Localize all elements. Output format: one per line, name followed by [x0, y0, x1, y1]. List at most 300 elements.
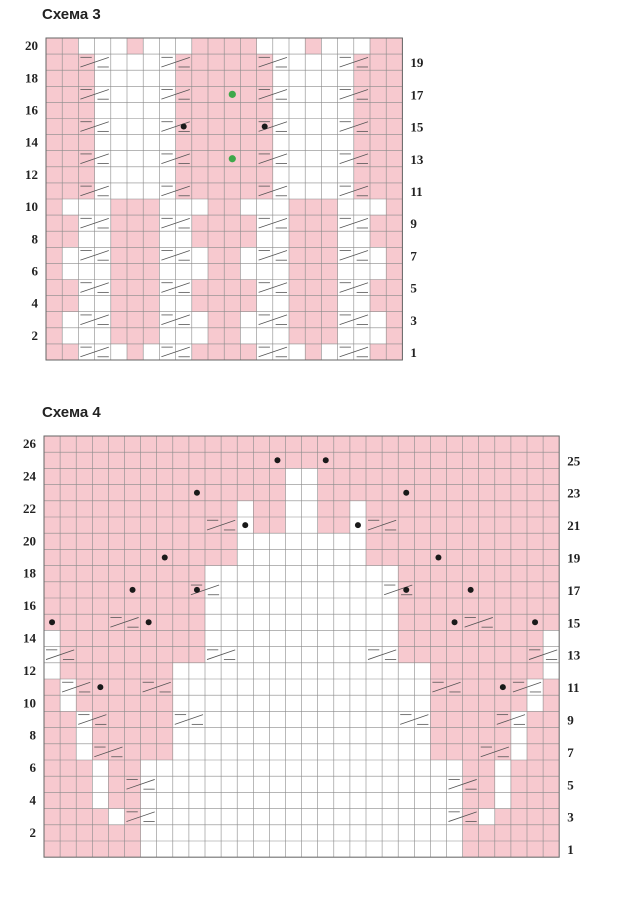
grid-cell: [92, 728, 108, 744]
grid-cell: [205, 468, 221, 484]
grid-cell: [430, 760, 446, 776]
grid-cell: [205, 436, 221, 452]
grid-cell: [44, 436, 60, 452]
grid-cell: [286, 598, 302, 614]
grid-cell: [76, 825, 92, 841]
grid-cell: [463, 647, 479, 663]
grid-cell: [318, 647, 334, 663]
grid-cell: [527, 517, 543, 533]
grid-cell: [366, 468, 382, 484]
grid-cell: [366, 679, 382, 695]
grid-cell: [221, 776, 237, 792]
row-label-left: 12: [25, 166, 38, 182]
grid-cell: [302, 549, 318, 565]
row-label-right: 13: [567, 647, 581, 663]
row-label-left: 24: [23, 468, 36, 484]
grid-cell: [253, 566, 269, 582]
grid-cell: [92, 549, 108, 565]
grid-cell: [205, 533, 221, 549]
grid-cell: [237, 647, 253, 663]
grid-cell: [430, 663, 446, 679]
grid-cell: [189, 436, 205, 452]
grid-cell: [108, 647, 124, 663]
grid-cell: [189, 663, 205, 679]
grid-cell: [253, 501, 269, 517]
grid-cell: [463, 549, 479, 565]
grid-cell: [495, 549, 511, 565]
grid-cell: [60, 630, 76, 646]
grid-cell: [398, 614, 414, 630]
row-label-right: 13: [410, 151, 424, 167]
grid-cell: [157, 533, 173, 549]
grid-cell: [318, 744, 334, 760]
grid-cell: [350, 679, 366, 695]
grid-cell: [125, 566, 141, 582]
grid-cell: [108, 841, 124, 857]
grid-cell: [350, 452, 366, 468]
grid-cell: [76, 630, 92, 646]
grid-cell: [189, 760, 205, 776]
grid-cell: [269, 582, 285, 598]
grid-cell: [447, 468, 463, 484]
grid-cell: [447, 549, 463, 565]
grid-cell: [157, 647, 173, 663]
grid-cell: [463, 452, 479, 468]
grid-cell: [60, 436, 76, 452]
grid-cell: [205, 711, 221, 727]
grid-cell: [430, 582, 446, 598]
grid-cell: [173, 614, 189, 630]
grid-cell: [366, 825, 382, 841]
grid-cell: [173, 711, 189, 727]
grid-cell: [430, 630, 446, 646]
grid-cell: [108, 630, 124, 646]
grid-cell: [92, 517, 108, 533]
grid-cell: [398, 452, 414, 468]
row-label-right: 1: [567, 842, 574, 858]
grid-cell: [527, 825, 543, 841]
grid-cell: [318, 695, 334, 711]
grid-cell: [189, 533, 205, 549]
grid-cell: [495, 485, 511, 501]
grid-cell: [286, 485, 302, 501]
row-label-right: 9: [567, 712, 574, 728]
grid-cell: [253, 598, 269, 614]
grid-cell: [141, 647, 157, 663]
grid-cell: [302, 485, 318, 501]
grid-cell: [269, 630, 285, 646]
grid-cell: [286, 760, 302, 776]
grid-cell: [398, 533, 414, 549]
grid-cell: [125, 549, 141, 565]
row-label-right: 5: [567, 777, 574, 793]
grid-cell: [398, 630, 414, 646]
grid-cell: [44, 598, 60, 614]
grid-cell: [495, 517, 511, 533]
grid-cell: [205, 549, 221, 565]
grid-cell: [60, 582, 76, 598]
grid-cell: [495, 711, 511, 727]
grid-cell: [189, 728, 205, 744]
grid-cell: [334, 841, 350, 857]
grid-cell: [92, 663, 108, 679]
grid-cell: [430, 841, 446, 857]
grid-cell: [447, 630, 463, 646]
grid-cell: [511, 695, 527, 711]
grid-cell: [253, 517, 269, 533]
grid-cell: [430, 728, 446, 744]
grid-cell: [511, 517, 527, 533]
grid-cell: [511, 728, 527, 744]
grid-cell: [302, 468, 318, 484]
grid-cell: [447, 792, 463, 808]
grid-cell: [269, 663, 285, 679]
grid-cell: [398, 744, 414, 760]
grid-cell: [237, 711, 253, 727]
grid-cell: [221, 711, 237, 727]
grid-cell: [125, 647, 141, 663]
grid-cell: [92, 533, 108, 549]
grid-cell: [141, 630, 157, 646]
grid-cell: [366, 598, 382, 614]
bead-dot: [403, 587, 409, 593]
grid-cell: [350, 825, 366, 841]
grid-cell: [543, 695, 559, 711]
grid-cell: [366, 728, 382, 744]
grid-cell: [414, 825, 430, 841]
grid-cell: [398, 436, 414, 452]
grid-cell: [60, 468, 76, 484]
grid-cell: [173, 679, 189, 695]
grid-cell: [350, 776, 366, 792]
grid-cell: [237, 825, 253, 841]
grid-cell: [221, 825, 237, 841]
grid-cell: [108, 825, 124, 841]
grid-cell: [318, 809, 334, 825]
grid-cell: [237, 663, 253, 679]
grid-cell: [302, 679, 318, 695]
grid-cell: [92, 566, 108, 582]
grid-cell: [495, 760, 511, 776]
grid-cell: [463, 695, 479, 711]
grid-cell: [382, 744, 398, 760]
bead-dot: [403, 490, 409, 496]
grid-cell: [286, 566, 302, 582]
grid-cell: [60, 760, 76, 776]
grid-cell: [76, 533, 92, 549]
grid-cell: [463, 566, 479, 582]
grid-cell: [269, 841, 285, 857]
grid-cell: [302, 695, 318, 711]
grid-cell: [463, 501, 479, 517]
grid-cell: [108, 452, 124, 468]
grid-cell: [350, 549, 366, 565]
grid-cell: [125, 517, 141, 533]
scheme-4-title: Схема 4: [42, 404, 101, 421]
grid-cell: [286, 695, 302, 711]
grid-cell: [125, 841, 141, 857]
grid-cell: [237, 744, 253, 760]
grid-cell: [334, 711, 350, 727]
grid-cell: [398, 679, 414, 695]
grid-cell: [447, 728, 463, 744]
grid-cell: [511, 533, 527, 549]
bead-dot: [500, 684, 506, 690]
grid-cell: [414, 776, 430, 792]
grid-cell: [350, 501, 366, 517]
grid-cell: [398, 695, 414, 711]
grid-cell: [495, 566, 511, 582]
grid-cell: [221, 647, 237, 663]
grid-cell: [334, 744, 350, 760]
grid-cell: [430, 517, 446, 533]
grid-cell: [221, 792, 237, 808]
grid-cell: [44, 776, 60, 792]
grid-cell: [269, 679, 285, 695]
grid-cell: [543, 614, 559, 630]
grid-cell: [141, 517, 157, 533]
grid-cell: [44, 825, 60, 841]
grid-cell: [189, 452, 205, 468]
grid-cell: [108, 485, 124, 501]
grid-cell: [205, 582, 221, 598]
grid-cell: [173, 485, 189, 501]
grid-cell: [479, 485, 495, 501]
grid-cell: [44, 841, 60, 857]
grid-cell: [269, 695, 285, 711]
grid-cell: [205, 679, 221, 695]
grid-cell: [350, 809, 366, 825]
grid-cell: [221, 760, 237, 776]
grid-cell: [205, 825, 221, 841]
grid-cell: [447, 566, 463, 582]
grid-cell: [60, 501, 76, 517]
grid-cell: [108, 598, 124, 614]
grid-cell: [221, 809, 237, 825]
grid-cell: [479, 647, 495, 663]
grid-cell: [527, 582, 543, 598]
grid-cell: [382, 630, 398, 646]
grid-cell: [495, 452, 511, 468]
grid-cell: [76, 679, 92, 695]
grid-cell: [173, 452, 189, 468]
grid-cell: [157, 760, 173, 776]
grid-cell: [382, 728, 398, 744]
grid-cell: [350, 598, 366, 614]
grid-cell: [286, 679, 302, 695]
grid-cell: [318, 792, 334, 808]
grid-cell: [205, 776, 221, 792]
grid-cell: [92, 468, 108, 484]
grid-cell: [543, 647, 559, 663]
grid-cell: [125, 533, 141, 549]
grid-cell: [173, 549, 189, 565]
grid-cell: [76, 695, 92, 711]
grid-cell: [350, 566, 366, 582]
row-label-left: 18: [23, 565, 36, 581]
grid-cell: [495, 630, 511, 646]
grid-cell: [125, 501, 141, 517]
grid-cell: [141, 679, 157, 695]
row-label-left: 22: [23, 500, 36, 516]
grid-cell: [382, 760, 398, 776]
grid-cell: [108, 760, 124, 776]
grid-cell: [511, 436, 527, 452]
grid-cell: [221, 517, 237, 533]
grid-cell: [447, 695, 463, 711]
grid-cell: [269, 744, 285, 760]
grid-cell: [334, 452, 350, 468]
grid-cell: [76, 744, 92, 760]
grid-cell: [366, 566, 382, 582]
grid-cell: [60, 598, 76, 614]
row-label-left: 10: [23, 695, 36, 711]
grid-cell: [141, 549, 157, 565]
grid-cell: [398, 549, 414, 565]
row-label-left: 14: [25, 134, 38, 150]
grid-cell: [286, 517, 302, 533]
grid-cell: [479, 744, 495, 760]
grid-cell: [318, 582, 334, 598]
grid-cell: [527, 533, 543, 549]
grid-cell: [221, 744, 237, 760]
grid-cell: [414, 468, 430, 484]
grid-cell: [60, 711, 76, 727]
grid-cell: [189, 679, 205, 695]
grid-cell: [253, 614, 269, 630]
grid-cell: [108, 728, 124, 744]
grid-cell: [318, 728, 334, 744]
grid-cell: [108, 468, 124, 484]
grid-cell: [141, 436, 157, 452]
grid-cell: [189, 792, 205, 808]
grid-cell: [511, 452, 527, 468]
scheme-4-grid: [44, 436, 559, 857]
grid-cell: [463, 776, 479, 792]
grid-cell: [479, 841, 495, 857]
grid-cell: [221, 485, 237, 501]
grid-cell: [141, 501, 157, 517]
grid-cell: [286, 809, 302, 825]
grid-cell: [125, 776, 141, 792]
grid-cell: [253, 711, 269, 727]
grid-cell: [318, 614, 334, 630]
grid-cell: [447, 582, 463, 598]
grid-cell: [269, 809, 285, 825]
grid-cell: [334, 663, 350, 679]
grid-cell: [76, 501, 92, 517]
grid-cell: [157, 825, 173, 841]
grid-cell: [430, 436, 446, 452]
grid-cell: [334, 792, 350, 808]
grid-cell: [44, 452, 60, 468]
grid-cell: [286, 744, 302, 760]
grid-cell: [141, 776, 157, 792]
grid-cell: [221, 841, 237, 857]
grid-cell: [366, 485, 382, 501]
grid-cell: [479, 468, 495, 484]
grid-cell: [382, 501, 398, 517]
grid-cell: [350, 485, 366, 501]
grid-cell: [108, 533, 124, 549]
bead-dot: [162, 555, 168, 561]
grid-cell: [141, 468, 157, 484]
grid-cell: [479, 566, 495, 582]
grid-cell: [189, 711, 205, 727]
grid-cell: [430, 776, 446, 792]
grid-cell: [173, 809, 189, 825]
grid-cell: [414, 452, 430, 468]
grid-cell: [157, 792, 173, 808]
bead-dot: [146, 619, 152, 625]
grid-cell: [221, 614, 237, 630]
grid-cell: [44, 728, 60, 744]
grid-cell: [463, 485, 479, 501]
grid-cell: [44, 533, 60, 549]
grid-cell: [60, 485, 76, 501]
grid-cell: [205, 630, 221, 646]
grid-cell: [350, 792, 366, 808]
grid-cell: [495, 728, 511, 744]
grid-cell: [173, 501, 189, 517]
grid-cell: [269, 711, 285, 727]
grid-cell: [463, 663, 479, 679]
grid-cell: [237, 776, 253, 792]
grid-cell: [414, 533, 430, 549]
grid-cell: [382, 841, 398, 857]
grid-cell: [495, 647, 511, 663]
grid-cell: [447, 452, 463, 468]
grid-cell: [511, 582, 527, 598]
grid-cell: [527, 841, 543, 857]
grid-cell: [173, 776, 189, 792]
grid-cell: [350, 582, 366, 598]
grid-cell: [543, 841, 559, 857]
grid-cell: [495, 501, 511, 517]
grid-cell: [414, 598, 430, 614]
grid-cell: [92, 582, 108, 598]
grid-cell: [430, 598, 446, 614]
grid-cell: [334, 809, 350, 825]
grid-cell: [108, 517, 124, 533]
grid-cell: [543, 776, 559, 792]
grid-cell: [60, 728, 76, 744]
grid-cell: [318, 436, 334, 452]
grid-cell: [189, 501, 205, 517]
grid-cell: [447, 760, 463, 776]
grid-cell: [511, 776, 527, 792]
grid-cell: [157, 598, 173, 614]
grid-cell: [479, 663, 495, 679]
grid-cell: [76, 760, 92, 776]
grid-cell: [157, 566, 173, 582]
grid-cell: [511, 566, 527, 582]
grid-cell: [92, 809, 108, 825]
grid-cell: [495, 663, 511, 679]
grid-cell: [463, 792, 479, 808]
grid-cell: [237, 566, 253, 582]
grid-cell: [447, 679, 463, 695]
grid-cell: [479, 728, 495, 744]
grid-cell: [205, 501, 221, 517]
grid-cell: [479, 614, 495, 630]
grid-cell: [237, 630, 253, 646]
grid-cell: [430, 452, 446, 468]
bead-dot: [355, 522, 361, 528]
grid-cell: [108, 549, 124, 565]
grid-cell: [366, 436, 382, 452]
grid-cell: [398, 776, 414, 792]
